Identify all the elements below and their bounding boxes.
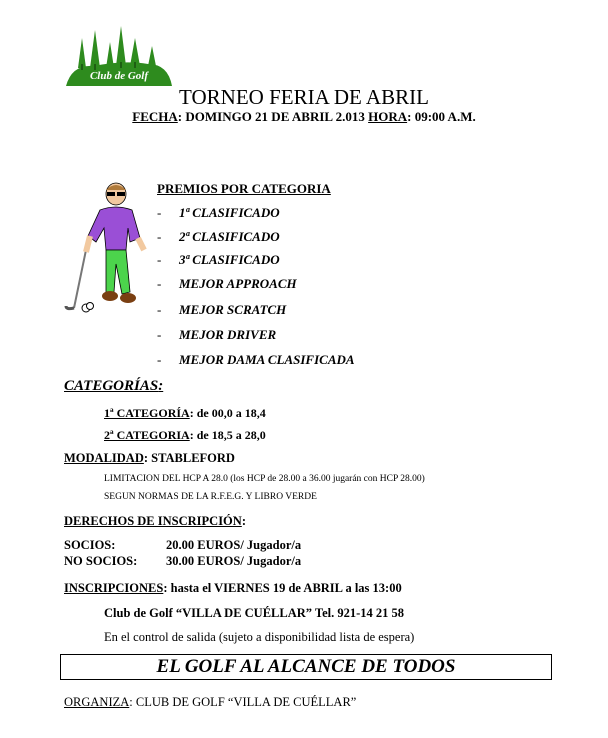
inscripciones-line: [64, 581, 402, 596]
prize-label: MEJOR APPROACH: [179, 276, 297, 291]
prize-label: 3ª CLASIFICADO: [179, 252, 280, 267]
prize-item: [157, 276, 297, 292]
prize-item: [157, 229, 280, 245]
category-value: : de 18,5 a 28,0: [189, 428, 266, 442]
category-label: 2ª CATEGORIA: [104, 428, 190, 442]
prizes-title: PREMIOS POR CATEGORIA: [157, 181, 331, 196]
fee-amount: 20.00 EUROS/ Jugador/a: [166, 538, 302, 552]
fecha-value: : DOMINGO 21 DE ABRIL 2.013: [177, 109, 369, 124]
fee-row: [64, 554, 301, 569]
date-line: [0, 109, 608, 125]
category-label: 1ª CATEGORÍA: [104, 406, 190, 420]
prize-item: [157, 302, 286, 318]
categories-title-text: CATEGORÍAS: [64, 378, 159, 394]
prize-label: MEJOR DAMA CLASIFICADA: [179, 352, 355, 367]
fecha-label: FECHA: [132, 109, 178, 124]
derechos-label: DERECHOS DE INSCRIPCIÓN: [64, 514, 242, 528]
modalidad-note-hcp: LIMITACION DEL HCP A 28.0 (los HCP de 28.00 a 36.00 jugarán con HCP 28.00): [104, 474, 425, 484]
derechos-colon: :: [241, 514, 246, 528]
prize-dash: -: [157, 327, 162, 342]
organiza-value: : CLUB DE GOLF “VILLA DE CUÉLLAR”: [129, 695, 357, 709]
modalidad-label: MODALIDAD: [64, 451, 144, 465]
category-line: [104, 428, 266, 443]
prize-dash: -: [157, 276, 162, 291]
golfer-icon: [60, 180, 150, 320]
prize-item: [157, 205, 280, 221]
modalidad-line: [64, 451, 235, 466]
inscripciones-label: INSCRIPCIONES: [64, 581, 164, 595]
modalidad-value: : STABLEFORD: [143, 451, 235, 465]
prize-label: 1ª CLASIFICADO: [179, 205, 280, 220]
prize-label: MEJOR DRIVER: [179, 327, 277, 342]
fee-row: [64, 538, 301, 553]
organiza-label: ORGANIZA: [64, 695, 130, 709]
modalidad-note-rules: SEGUN NORMAS DE LA R.F.E.G. Y LIBRO VERDE: [104, 492, 317, 502]
slogan-banner: EL GOLF AL ALCANCE DE TODOS: [60, 654, 552, 680]
prize-dash: -: [157, 205, 162, 220]
prize-label: MEJOR SCRATCH: [179, 302, 287, 317]
organiza-line: [64, 695, 356, 710]
golfer-illustration: [60, 180, 150, 320]
category-value: : de 00,0 a 18,4: [189, 406, 266, 420]
categories-colon: :: [158, 378, 164, 394]
prize-label: 2ª CLASIFICADO: [179, 229, 280, 244]
prize-dash: -: [157, 229, 162, 244]
page-title: TORNEO FERIA DE ABRIL: [179, 85, 429, 109]
prize-item: [157, 252, 280, 268]
control-note: En el control de salida (sujeto a disponibilidad lista de espera): [104, 630, 415, 644]
logo-text: Club de Golf: [89, 70, 149, 82]
prize-dash: -: [157, 252, 162, 267]
prize-dash: -: [157, 302, 162, 317]
category-line: [104, 406, 266, 421]
prize-dash: -: [157, 352, 162, 367]
hora-value: : 09:00 A.M.: [407, 109, 476, 124]
fee-amount: 30.00 EUROS/ Jugador/a: [166, 554, 302, 568]
hora-label: HORA: [368, 109, 408, 124]
inscripciones-value: : hasta el VIERNES 19 de ABRIL a las 13:00: [163, 581, 402, 595]
prize-item: [157, 327, 276, 343]
club-logo: [64, 24, 174, 86]
prize-item: [157, 352, 355, 368]
fee-who: NO SOCIOS:: [64, 554, 138, 568]
fee-who: SOCIOS:: [64, 538, 116, 552]
club-contact: Club de Golf “VILLA DE CUÉLLAR” Tel. 921-14 21 58: [104, 606, 405, 620]
categories-title: [64, 378, 163, 395]
derechos-title: [64, 514, 246, 529]
